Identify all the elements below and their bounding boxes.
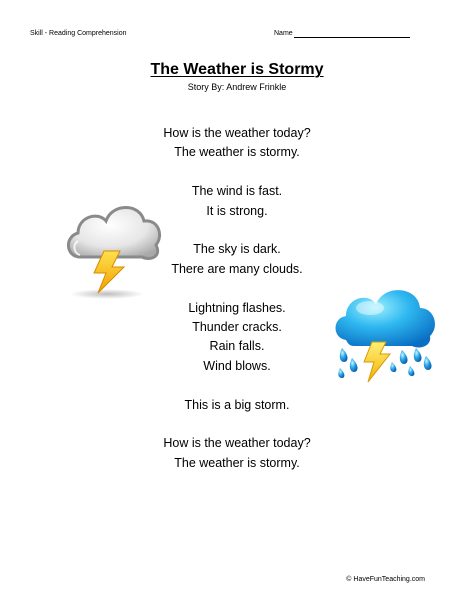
story-byline: Story By: Andrew Frinkle	[187, 82, 287, 92]
story-line: The weather is stormy.	[174, 455, 300, 470]
title-text: The Weather is Stormy	[150, 61, 324, 78]
story-line: The wind is fast.	[191, 184, 283, 199]
storm-cloud-gray-icon	[60, 195, 165, 305]
story-line: Lightning flashes.	[188, 300, 286, 315]
stanza	[0, 434, 474, 473]
story-line: This is a big storm.	[184, 397, 290, 412]
story-line: Thunder cracks.	[192, 320, 282, 335]
name-field	[274, 29, 410, 38]
name-label: Name	[274, 30, 293, 37]
rain-cloud-blue-icon	[330, 282, 440, 387]
copyright-footer: © HaveFunTeaching.com	[346, 576, 425, 583]
page-title	[0, 60, 474, 80]
name-blank-line	[294, 30, 410, 38]
skill-label: Skill - Reading Comprehension	[30, 30, 127, 37]
story-line: It is strong.	[206, 203, 268, 218]
story-line: Rain falls.	[209, 339, 265, 354]
story-line: The sky is dark.	[193, 242, 281, 257]
story-line: How is the weather today?	[163, 126, 311, 140]
story-line: There are many clouds.	[171, 261, 303, 276]
story-line: How is the weather today?	[163, 436, 311, 451]
stanza	[0, 396, 474, 415]
story-line: The weather is stormy.	[174, 145, 300, 160]
stanza	[0, 124, 474, 163]
story-line: Wind blows.	[203, 358, 271, 373]
